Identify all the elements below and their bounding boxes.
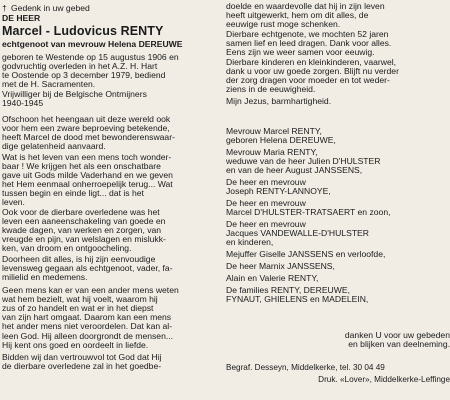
body-line: Doorheen dit alles, is hij zijn eenvoudige <box>2 254 156 264</box>
family-line: Mevrouw Maria RENTY, <box>226 147 318 157</box>
body-line: Hij kent ons goed en oordeelt in liefde. <box>2 340 149 350</box>
body-line: leven een aaneenschakeling van goede en <box>2 216 166 226</box>
family-line: Joseph RENTY-LANNOYE, <box>226 186 331 196</box>
prayer-line: der zorg dragen voor moeder en tot weder- <box>226 75 390 85</box>
family-line: Jacques VANDEWALLE-D'HULSTER <box>226 228 370 238</box>
header-line <box>2 3 90 13</box>
family-line: De heer en mevrouw <box>226 219 306 229</box>
thanks-line: en blijken van deelneming. <box>348 339 450 349</box>
body-line: gave uit Gods milde Vaderhand en we geven <box>2 170 173 180</box>
body-line: ken, van droom en ontgoocheling. <box>2 243 132 253</box>
prayer-line: ziens in de eeuwigheid. <box>226 84 316 94</box>
family-line: Mevrouw Marcel RENTY, <box>226 126 322 136</box>
body-line: vreugde en pijn, van welslagen en mislukk- <box>2 234 166 244</box>
intro-line: godvruchtig overleden in het A.Z. H. Hart <box>2 61 158 71</box>
body-line: Wat is het leven van een mens toch wonder- <box>2 152 172 162</box>
body-line: voor hem een zware beproeving betekende, <box>2 123 170 133</box>
body-line: heeft Marcel de dood met bewonderenswaar- <box>2 132 175 142</box>
body-line: Ook voor de dierbare overledene was het <box>2 207 160 217</box>
title: DE HEER <box>2 13 41 23</box>
prayer-line: Dierbare echtgenote, we mochten 52 jaren <box>226 29 389 39</box>
family-line: en van de heer August JANSSENS, <box>226 165 363 175</box>
body-line: het ander mens niet veroordelen. Dat kan al- <box>2 321 173 331</box>
header-text: Gedenk in uw gebed <box>11 3 90 13</box>
funeral-home-line: Begraf. Desseyn, Middelkerke, tel. 30 04 49 <box>226 363 385 372</box>
body-line: dige gelatenheid aanvaard. <box>2 141 106 151</box>
body-line: levensweg gegaan als echtgenoot, vader, fa- <box>2 263 173 273</box>
intro-line: met de H. Sacramenten. <box>2 79 96 89</box>
family-line: Alain en Valerie RENTY, <box>226 273 319 283</box>
body-line: kwade dagen, van werken en zorgen, van <box>2 225 162 235</box>
family-line: geboren Helena DEREUWE, <box>226 135 336 145</box>
body-line: wat hem bezielt, wat hij voelt, waarom hij <box>2 294 158 304</box>
deceased-name: Marcel - Ludovicus RENTY <box>2 24 164 38</box>
body-line: zus of zo handelt en wat er in het diepst <box>2 303 154 313</box>
thanks-line: danken U voor uw gebeden <box>344 330 450 340</box>
prayer-line: doelde en waardevolle dat hij in zijn leven <box>226 1 385 11</box>
family-line: Marcel D'HULSTER-TRATSAERT en zoon, <box>226 207 391 217</box>
body-line: Geen mens kan er van een ander mens weten <box>2 285 179 295</box>
body-line: Bidden wij dan vertrouwvol tot God dat Hij <box>2 352 162 362</box>
body-line: milielid en medemens. <box>2 272 88 282</box>
cross-icon: † <box>2 3 7 13</box>
prayer-line: Eens zijn we weer samen voor eeuwig. <box>226 47 375 57</box>
family-line: Mejuffer Giselle JANSSENS en verloofde, <box>226 249 386 259</box>
family-line: FYNAUT, GHIELENS en MADELEIN, <box>226 294 369 304</box>
body-line: het Hem eenmaal onherroepelijk terug... Wat <box>2 179 173 189</box>
body-line: van zijn hart omgaat. Daarom kan een mens <box>2 312 172 322</box>
body-line: Ofschoon het heengaan uit deze wereld ook <box>2 114 171 124</box>
body-line: de dierbare overledene zal in het goedbe- <box>2 361 162 371</box>
spouse-line: echtgenoot van mevrouw Helena DEREUWE <box>2 39 183 49</box>
family-line: en kinderen, <box>226 237 274 247</box>
family-line: De heer en mevrouw <box>226 177 306 187</box>
body-line: leen God. Hij alleen doorgrondt de mensen... <box>2 331 174 341</box>
family-line: weduwe van de heer Julien D'HULSTER <box>226 156 381 166</box>
family-line: De heer Marnix JANSSENS, <box>226 261 335 271</box>
family-line: De heer en mevrouw <box>226 198 306 208</box>
printer-line: Druk. «Lover», Middelkerke-Leffinge <box>318 375 450 384</box>
prayer-line: dank u voor uw goede zorgen. Blijft nu verder <box>226 66 399 76</box>
prayer-line: samen lief en leed dragen. Dank voor alles. <box>226 38 392 48</box>
body-line: tussen begin en einde ligt... dat is het <box>2 188 144 198</box>
family-line: De families RENTY, DEREUWE, <box>226 285 350 295</box>
prayer-line: Dierbare kinderen en kleinkinderen, vaarwel, <box>226 57 397 67</box>
intro-line: te Oostende op 3 december 1979, bediend <box>2 70 166 80</box>
body-line: baar ! We krijgen het als een onschatbare <box>2 161 161 171</box>
intro-line: 1940-1945 <box>2 98 44 108</box>
prayer-line: heeft uitgewerkt, hem om dit alles, de <box>226 10 369 20</box>
prayer-line: Mijn Jezus, barmhartigheid. <box>226 96 332 106</box>
body-line: leven. <box>2 197 25 207</box>
intro-line: geboren te Westende op 15 augustus 1906 en <box>2 52 179 62</box>
intro-line: Vrijwilliger bij de Belgische Ontmijners <box>2 89 147 99</box>
prayer-line: eeuwige rust moge schenken. <box>226 19 341 29</box>
